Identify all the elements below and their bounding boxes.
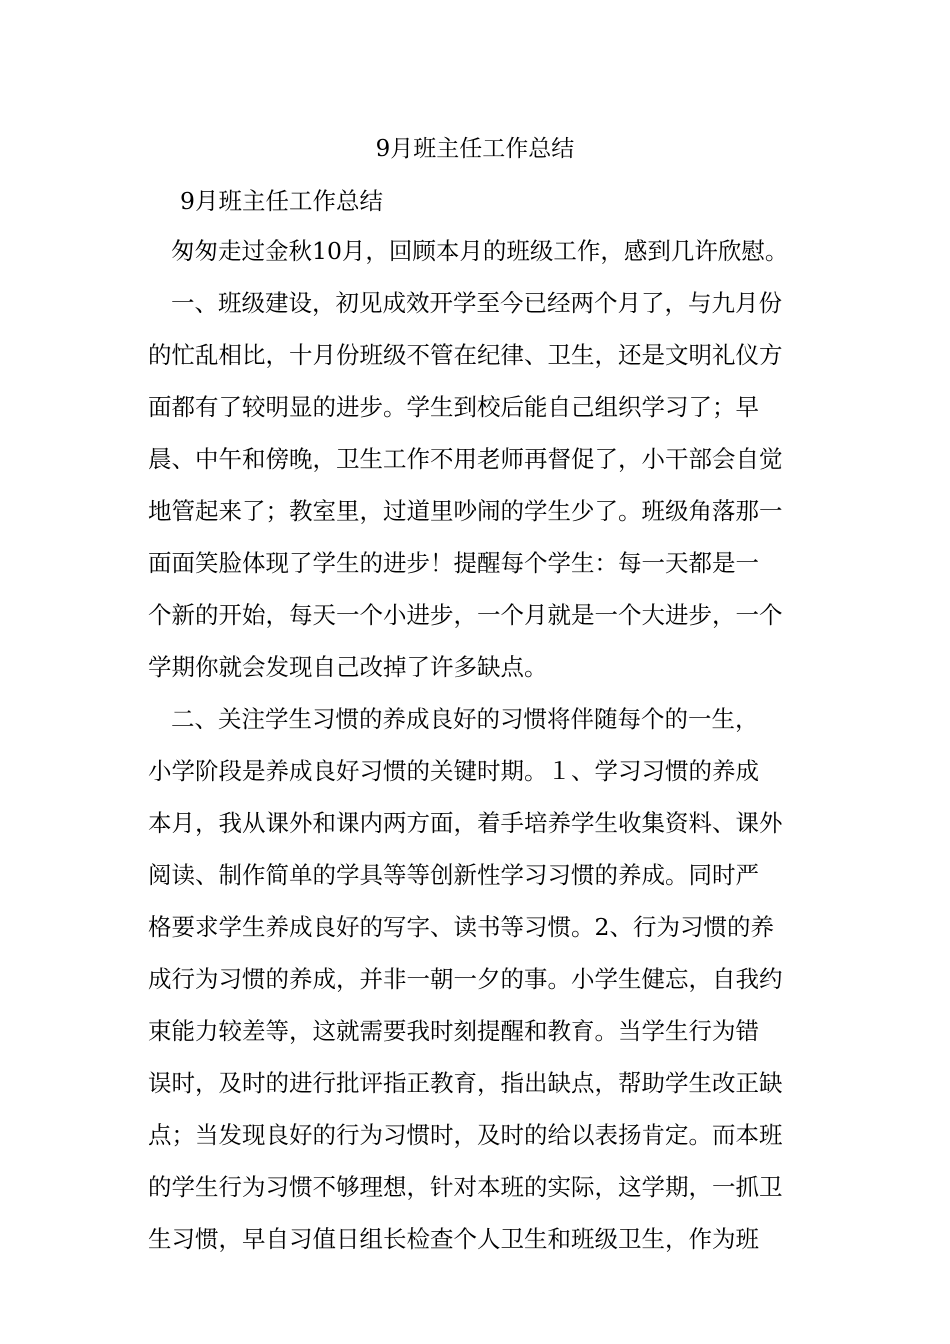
text-line: 误时，及时的进行批评指正教育，指出缺点，帮助学生改正缺: [148, 1069, 783, 1097]
text-line: 面都有了较明显的进步。学生到校后能自己组织学习了；早: [148, 393, 759, 421]
text-line: 点；当发现良好的行为习惯时，及时的给以表扬肯定。而本班: [148, 1121, 783, 1149]
document-title: 9月班主任工作总结: [375, 136, 575, 162]
text-line: 格要求学生养成良好的写字、读书等习惯。2、行为习惯的养: [148, 913, 774, 941]
text-line: 阅读、制作简单的学具等等创新性学习习惯的养成。同时严: [148, 861, 759, 889]
text-line: 的学生行为习惯不够理想，针对本班的实际，这学期，一抓卫: [148, 1173, 783, 1201]
text-line: 地管起来了；教室里，过道里吵闹的学生少了。班级角落那一: [148, 497, 783, 525]
text-line: 晨、中午和傍晚，卫生工作不用老师再督促了，小干部会自觉: [148, 445, 783, 473]
text-line: 小学阶段是养成良好习惯的关键时期。１、学习习惯的养成: [148, 757, 759, 785]
text-line: 生习惯，早自习值日组长检查个人卫生和班级卫生，作为班: [148, 1225, 759, 1253]
text-line: 个新的开始，每天一个小进步，一个月就是一个大进步，一个: [148, 601, 783, 629]
text-line: 一、班级建设，初见成效开学至今已经两个月了，与九月份: [171, 289, 782, 317]
text-line: 面面笑脸体现了学生的进步！提醒每个学生：每一天都是一: [148, 549, 759, 577]
subtitle-line: 9月班主任工作总结: [180, 187, 383, 215]
text-line: 本月，我从课外和课内两方面，着手培养学生收集资料、课外: [148, 809, 783, 837]
text-line: 成行为习惯的养成，并非一朝一夕的事。小学生健忘，自我约: [148, 965, 783, 993]
text-line: 学期你就会发现自己改掉了许多缺点。: [148, 653, 548, 681]
text-line: 束能力较差等，这就需要我时刻提醒和教育。当学生行为错: [148, 1017, 759, 1045]
text-line: 的忙乱相比，十月份班级不管在纪律、卫生，还是文明礼仪方: [148, 341, 783, 369]
text-line: 匆匆走过金秋10月，回顾本月的班级工作，感到几许欣慰。: [171, 237, 789, 265]
text-line: 二、关注学生习惯的养成良好的习惯将伴随每个的一生，: [171, 705, 759, 733]
